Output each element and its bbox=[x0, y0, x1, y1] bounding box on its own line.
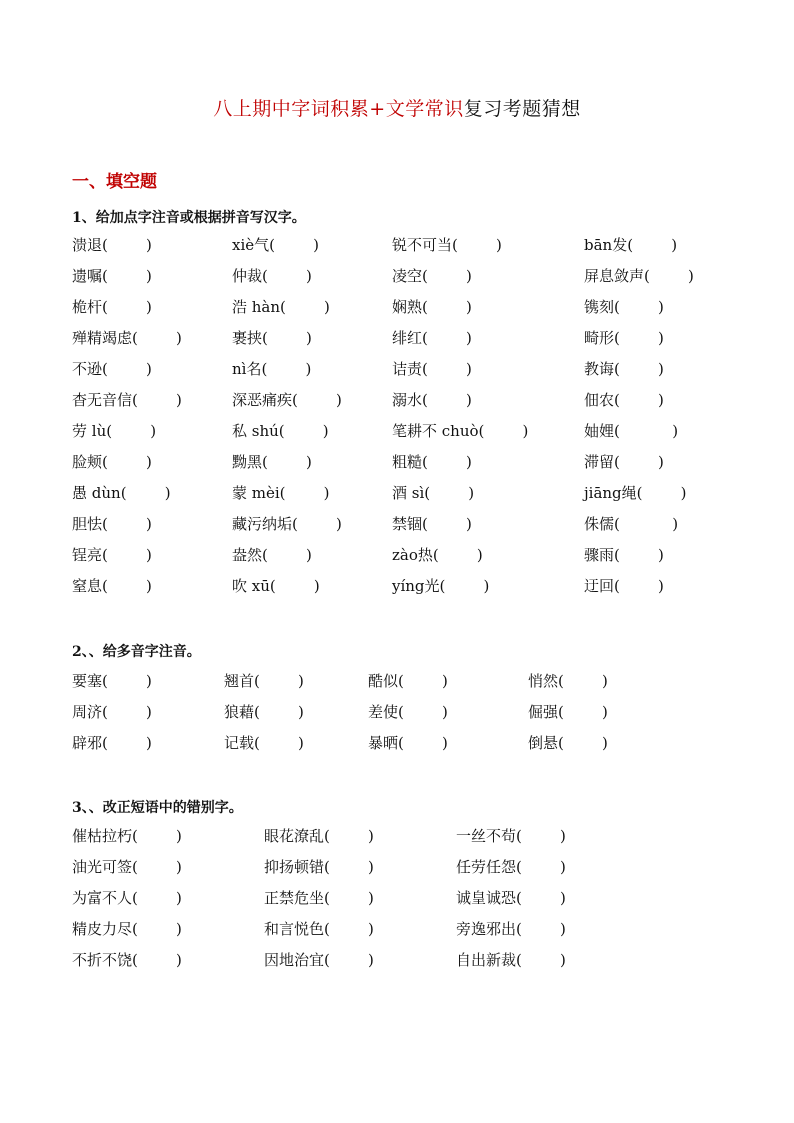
item-cell: 不逊( ) bbox=[72, 360, 152, 378]
item-cell: 绯红( ) bbox=[392, 329, 472, 347]
item-cell: xiè气( ) bbox=[232, 236, 319, 254]
item-cell: 佃农( ) bbox=[584, 391, 664, 409]
item-cell: 旁逸邪出( ) bbox=[456, 920, 566, 938]
item-cell: 愚 dùn( ) bbox=[72, 484, 171, 502]
item-cell: 眼花潦乱( ) bbox=[264, 827, 374, 845]
item-cell: 盎然( ) bbox=[232, 546, 312, 564]
item-row bbox=[72, 575, 772, 597]
item-row bbox=[72, 451, 772, 473]
question-1-heading: 1、给加点字注音或根据拼音写汉字。 bbox=[72, 210, 306, 226]
item-row bbox=[72, 296, 772, 318]
item-cell: 周济( ) bbox=[72, 703, 152, 721]
item-cell: 浩 hàn( ) bbox=[232, 298, 330, 316]
item-row bbox=[72, 887, 772, 909]
item-cell: 诚皇诚恐( ) bbox=[456, 889, 566, 907]
item-row bbox=[72, 327, 772, 349]
item-cell: 藏污纳垢( ) bbox=[232, 515, 342, 533]
item-cell: bān发( ) bbox=[584, 236, 678, 254]
item-cell: 倒悬( ) bbox=[528, 734, 608, 752]
item-cell: 催枯拉朽( ) bbox=[72, 827, 182, 845]
item-row bbox=[72, 389, 772, 411]
item-cell: 酷似( ) bbox=[368, 672, 448, 690]
item-cell: 锃亮( ) bbox=[72, 546, 152, 564]
item-cell: 窒息( ) bbox=[72, 577, 152, 595]
item-cell: 脸颊( ) bbox=[72, 453, 152, 471]
item-cell: 溃退( ) bbox=[72, 236, 152, 254]
item-cell: 酒 sì( ) bbox=[392, 484, 475, 502]
item-cell: 精皮力尽( ) bbox=[72, 920, 182, 938]
item-row bbox=[72, 358, 772, 380]
title-red-part: 八上期中字词积累+文学常识 bbox=[213, 98, 464, 120]
item-cell: 遗嘱( ) bbox=[72, 267, 152, 285]
item-cell: 凌空( ) bbox=[392, 267, 472, 285]
item-cell: 狼藉( ) bbox=[224, 703, 304, 721]
item-cell: 畸形( ) bbox=[584, 329, 664, 347]
item-cell: 黝黑( ) bbox=[232, 453, 312, 471]
item-cell: 诘责( ) bbox=[392, 360, 472, 378]
item-cell: 骤雨( ) bbox=[584, 546, 664, 564]
item-cell: zào热( ) bbox=[392, 546, 483, 564]
item-cell: 蒙 mèi( ) bbox=[232, 484, 330, 502]
item-cell: 因地治宜( ) bbox=[264, 951, 374, 969]
item-cell: 自出新裁( ) bbox=[456, 951, 566, 969]
item-row bbox=[72, 544, 772, 566]
item-row bbox=[72, 949, 772, 971]
item-row bbox=[72, 234, 772, 256]
item-cell: 妯娌( ) bbox=[584, 422, 679, 440]
item-cell: 仲裁( ) bbox=[232, 267, 312, 285]
item-cell: 粗糙( ) bbox=[392, 453, 472, 471]
item-cell: yíng光( ) bbox=[392, 577, 490, 595]
item-cell: 为富不人( ) bbox=[72, 889, 182, 907]
item-cell: 迂回( ) bbox=[584, 577, 664, 595]
item-cell: 桅杆( ) bbox=[72, 298, 152, 316]
item-row bbox=[72, 265, 772, 287]
item-cell: 裹挟( ) bbox=[232, 329, 312, 347]
item-cell: 胆怯( ) bbox=[72, 515, 152, 533]
item-cell: 悄然( ) bbox=[528, 672, 608, 690]
item-cell: 吹 xū( ) bbox=[232, 577, 320, 595]
item-cell: 辟邪( ) bbox=[72, 734, 152, 752]
item-cell: 一丝不茍( ) bbox=[456, 827, 566, 845]
item-cell: 抑扬顿错( ) bbox=[264, 858, 374, 876]
item-cell: jiāng绳( ) bbox=[584, 484, 687, 502]
item-cell: 锐不可当( ) bbox=[392, 236, 502, 254]
item-row bbox=[72, 825, 772, 847]
item-cell: 要塞( ) bbox=[72, 672, 152, 690]
item-cell: 和言悦色( ) bbox=[264, 920, 374, 938]
question-2-heading: 2、、给多音字注音。 bbox=[72, 644, 201, 660]
item-cell: 娴熟( ) bbox=[392, 298, 472, 316]
item-cell: 私 shú( ) bbox=[232, 422, 329, 440]
section-heading-fill-in: 一、填空题 bbox=[72, 172, 157, 192]
item-row bbox=[72, 482, 772, 504]
item-cell: 任劳任怨( ) bbox=[456, 858, 566, 876]
question-3-heading: 3、、改正短语中的错别字。 bbox=[72, 800, 243, 816]
item-cell: 倔强( ) bbox=[528, 703, 608, 721]
item-cell: 禁锢( ) bbox=[392, 515, 472, 533]
item-cell: 镌刻( ) bbox=[584, 298, 664, 316]
item-cell: nì名( ) bbox=[232, 360, 312, 378]
item-cell: 劳 lù( ) bbox=[72, 422, 157, 440]
item-cell: 屏息敛声( ) bbox=[584, 267, 694, 285]
item-cell: 记载( ) bbox=[224, 734, 304, 752]
item-cell: 滞留( ) bbox=[584, 453, 664, 471]
item-cell: 差使( ) bbox=[368, 703, 448, 721]
item-cell: 杳无音信( ) bbox=[72, 391, 182, 409]
page-title bbox=[0, 94, 794, 121]
item-cell: 殚精竭虑( ) bbox=[72, 329, 182, 347]
item-cell: 翘首( ) bbox=[224, 672, 304, 690]
item-cell: 深恶痛疾( ) bbox=[232, 391, 342, 409]
item-row bbox=[72, 732, 772, 754]
item-cell: 暴晒( ) bbox=[368, 734, 448, 752]
item-row bbox=[72, 701, 772, 723]
title-black-part: 复习考题猜想 bbox=[463, 98, 581, 120]
item-cell: 笔耕不 chuò( ) bbox=[392, 422, 529, 440]
item-cell: 教诲( ) bbox=[584, 360, 664, 378]
item-row bbox=[72, 918, 772, 940]
item-row bbox=[72, 670, 772, 692]
item-cell: 不折不饶( ) bbox=[72, 951, 182, 969]
item-cell: 正禁危坐( ) bbox=[264, 889, 374, 907]
item-row bbox=[72, 420, 772, 442]
item-cell: 溺水( ) bbox=[392, 391, 472, 409]
item-row bbox=[72, 856, 772, 878]
item-cell: 侏儒( ) bbox=[584, 515, 679, 533]
item-row bbox=[72, 513, 772, 535]
item-cell: 油光可签( ) bbox=[72, 858, 182, 876]
